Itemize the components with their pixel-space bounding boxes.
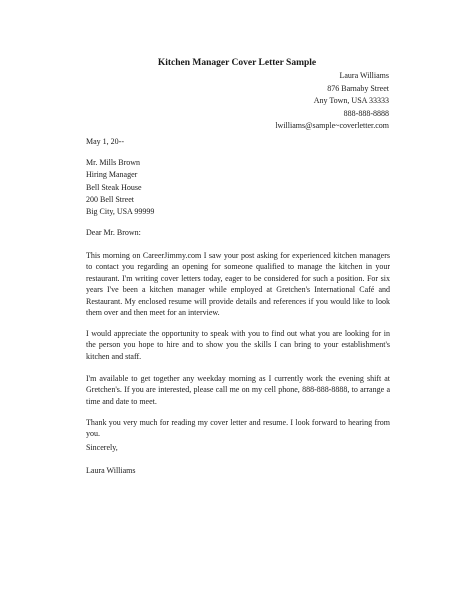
sender-street: 876 Barnaby Street	[327, 83, 389, 93]
recipient-address-block	[86, 157, 390, 218]
signature-name: Laura Williams	[86, 466, 136, 475]
body-paragraph-2: I would appreciate the opportunity to speak with you to find out what you are looking for in the person you hope to hire and to show you the skills I can bring to your establishment's kitchen and staff.	[86, 329, 390, 361]
sender-email: lwilliams@sample~coverletter.com	[275, 121, 389, 131]
letter-date: May 1, 20--	[86, 137, 124, 146]
document-title: Kitchen Manager Cover Letter Sample	[157, 58, 317, 68]
body-paragraph-1: This morning on CareerJimmy.com I saw your post asking for experienced kitchen managers to contact you regarding an opening for someone qualified to manage the kitchen in your restaurant. I'm writing cover letters today, eager to be considered for such a position. For six years I've been a kitchen manager while employed at Gretchen's International Café and Restaurant. My enclosed resume will provide details and references if you would like to look them over and then meet for an interview.	[86, 251, 390, 318]
recipient-company: Bell Steak House	[86, 182, 142, 192]
sender-city: Any Town, USA 33333	[313, 96, 389, 106]
body-paragraph-3: I'm available to get together any weekday morning as I currently work the evening shift at Gretchen's. If you are interested, please call me on my cell phone, 888-888-8888, to arrange a time and date to meet.	[86, 374, 390, 406]
sender-phone: 888-888-8888	[343, 108, 389, 118]
recipient-street: 200 Bell Street	[86, 194, 134, 204]
recipient-title: Hiring Manager	[86, 170, 138, 180]
closing: Sincerely,	[86, 443, 118, 452]
recipient-name: Mr. Mills Brown	[86, 158, 141, 167]
salutation: Dear Mr. Brown:	[86, 228, 141, 237]
body-paragraph-4: Thank you very much for reading my cover letter and resume. I look forward to hearing from you.	[86, 418, 390, 439]
sender-name: Laura Williams	[339, 71, 389, 80]
recipient-city: Big City, USA 99999	[86, 207, 155, 217]
sender-address-block	[275, 70, 389, 133]
